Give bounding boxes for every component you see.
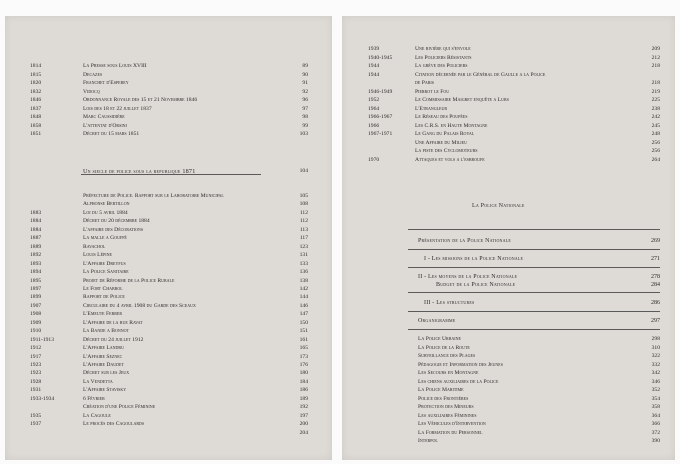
entry-title: La malle a Gouffé <box>83 235 127 242</box>
entry-title: L'Etrangleur <box>415 105 448 112</box>
entry-year: 1967-1971 <box>368 131 393 137</box>
entry-page: 322 <box>651 353 660 359</box>
entry-page: 219 <box>651 88 660 95</box>
entry-year: 1910 <box>30 328 42 335</box>
toc-structures-title: III - Les structures <box>424 300 475 306</box>
entry-title: Pédagogie et Information des Jeunes <box>418 361 503 368</box>
entry-page: 92 <box>302 88 308 95</box>
entry-year: 1944 <box>368 71 380 78</box>
entry-title: La Presse sous Louis XVIII <box>83 63 147 69</box>
entry-title: Les C.R.S. en Haute Montagne <box>415 122 488 129</box>
entry-title: Création d'une Police Féminine <box>83 404 156 411</box>
right-page <box>342 16 675 460</box>
entry-year: 1884 <box>30 226 42 233</box>
entry-year: 1887 <box>30 235 42 242</box>
entry-year: 1917 <box>30 353 42 360</box>
section-page: 104 <box>299 168 308 174</box>
entry-year: 1892 <box>30 252 42 259</box>
entry-title: Loi du 5 avril 1884 <box>83 209 128 216</box>
entry-year: 1848 <box>30 114 42 120</box>
entry-title: L'Affaire Landru <box>83 345 124 352</box>
entry-page: 150 <box>299 319 308 326</box>
entry-title: Louis Lépine <box>83 252 112 259</box>
entry-page: 138 <box>299 277 308 284</box>
entry-title: L'Emeute Ferrer <box>83 311 123 318</box>
entry-title: Ravachol <box>83 243 106 250</box>
entry-title: L'Affaire Dreyfus <box>83 260 126 267</box>
entry-page: 364 <box>651 412 660 419</box>
toc-budget-page: 284 <box>651 282 660 288</box>
entry-page: 256 <box>651 148 660 154</box>
entry-title: La Vendetta <box>83 378 113 385</box>
entry-title: La Cagoule <box>83 412 111 419</box>
entry-year: 1909 <box>30 319 42 326</box>
divider-structures <box>408 311 660 312</box>
toc-structures-page: 286 <box>651 300 660 306</box>
entry-year: 1923 <box>30 362 42 368</box>
entry-page: 248 <box>651 131 660 137</box>
entry-title: L'Affaire Stavisky <box>83 387 127 394</box>
entry-title: La piste des Cyclomoteurs <box>415 148 478 154</box>
entry-year: 1832 <box>30 88 42 95</box>
entry-title: La Police Urbaine <box>418 336 461 342</box>
entry-year: 1964 <box>368 105 380 112</box>
entry-page: 144 <box>299 294 308 301</box>
entry-page: 218 <box>651 80 660 86</box>
entry-page: 212 <box>651 54 660 61</box>
entry-title: Protection des Mineurs <box>418 404 474 410</box>
divider-presentation <box>408 249 660 250</box>
entry-title: Les auxiliaires Féminines <box>418 412 477 419</box>
entry-page: 197 <box>299 412 308 419</box>
entry-title: Préfecture de Police. Rapport sur le Laboratoire Municipal <box>83 193 224 199</box>
entry-page: 99 <box>302 122 308 129</box>
entry-title: Les chiens auxiliaires de la Police <box>418 378 499 385</box>
entry-year: 1944 <box>368 63 380 69</box>
entry-page: 218 <box>651 63 660 69</box>
entry-year: 1966-1967 <box>368 114 393 120</box>
entry-year: 1815 <box>30 71 42 78</box>
entry-page: 176 <box>299 362 308 368</box>
entry-title: Le Commissaire Maigret enquête a Lurs <box>415 97 509 103</box>
entry-page: 108 <box>299 201 308 208</box>
entry-page: 256 <box>651 139 660 146</box>
entry-title: L'attentat d'Orsini <box>83 122 127 129</box>
toc-moyens-page: 278 <box>651 274 660 280</box>
toc-presentation-page: 269 <box>651 238 660 244</box>
entry-page: 238 <box>651 105 660 112</box>
entry-page: 204 <box>299 429 308 436</box>
entry-page: 105 <box>299 193 308 199</box>
entry-year: 1937 <box>30 421 42 428</box>
entry-title: La Police Maritime <box>418 387 464 393</box>
toc-missions-title: I - Les missions de la Police Nationale <box>424 256 524 262</box>
entry-year: 1946-1949 <box>368 88 393 95</box>
entry-page: 372 <box>651 429 660 436</box>
entry-title: Alphonse Bertillon <box>83 201 130 208</box>
entry-year: 1928 <box>30 378 42 385</box>
entry-page: 98 <box>302 114 308 120</box>
entry-year: 1907 <box>30 302 42 309</box>
entry-title: Pierrot le Fou <box>415 88 450 95</box>
toc-presentation-title: Présentation de la Police Nationale <box>418 238 512 244</box>
entry-year: 1895 <box>30 277 42 284</box>
entry-page: 209 <box>651 46 660 52</box>
entry-page: 131 <box>299 252 308 259</box>
entry-year: 1889 <box>30 243 42 250</box>
entry-year: 1966 <box>368 122 380 129</box>
entry-title: Interpol <box>418 438 438 444</box>
entry-page: 96 <box>302 97 308 103</box>
entry-page: 358 <box>651 404 660 410</box>
entry-year: 1933-1934 <box>30 395 55 402</box>
entry-page: 165 <box>299 345 308 352</box>
entry-page: 133 <box>299 260 308 267</box>
entry-title: L'Affaire de la rue Ravat <box>83 319 143 326</box>
entry-page: 332 <box>651 361 660 368</box>
entry-title: La Formation du Personnel <box>418 429 483 436</box>
entry-title: Attaques et vols a l'esbroufe <box>415 156 485 163</box>
toc-moyens-title: II - Les moyens de la Police Nationale <box>418 274 518 280</box>
toc-organigramme-page: 297 <box>651 318 660 324</box>
entry-page: 123 <box>299 243 308 250</box>
entry-year: 1940-1945 <box>368 54 393 61</box>
entry-page: 146 <box>299 302 308 309</box>
toc-organigramme-title: Organigramme <box>418 318 456 324</box>
entry-page: 354 <box>651 395 660 402</box>
entry-year: 1931 <box>30 387 42 394</box>
divider-missions <box>408 267 660 268</box>
entry-year: 1908 <box>30 311 42 318</box>
left-page <box>5 16 332 460</box>
entry-page: 192 <box>299 404 308 411</box>
entry-title: Citation décernée par le Général de Gaulle a la Police <box>415 71 546 78</box>
entry-page: 366 <box>651 421 660 427</box>
entry-year: 1935 <box>30 412 42 419</box>
entry-page: 97 <box>302 105 308 112</box>
entry-year: 1858 <box>30 122 42 129</box>
entry-page: 342 <box>651 370 660 376</box>
section-title: Un siecle de police sous la republique 1871 <box>83 168 196 175</box>
divider-moyens <box>408 292 660 293</box>
entry-page: 346 <box>651 378 660 385</box>
entry-title: La Bande a Bonnot <box>83 328 129 335</box>
entry-year: 1911-1913 <box>30 336 55 343</box>
entry-title: Circulaire du 4 avril 1908 du Garde des Sceaux <box>83 302 196 309</box>
entry-page: 189 <box>299 395 308 402</box>
entry-year: 1939 <box>368 46 380 52</box>
entry-year: 1897 <box>30 285 42 292</box>
divider-organigramme <box>408 329 660 330</box>
entry-year: 1970 <box>368 156 380 163</box>
entry-title: Rapport de Police <box>83 294 125 301</box>
toc-budget-title: Budget de la Police Nationale <box>436 282 516 288</box>
entry-page: 112 <box>299 218 308 225</box>
entry-page: 390 <box>651 438 660 444</box>
entry-year: 1923 <box>30 370 42 377</box>
entry-title: Surveillance des Plages <box>418 353 476 359</box>
entry-page: 180 <box>299 370 308 377</box>
entry-title: Lois des 18 et 22 juillet 1837 <box>83 105 152 112</box>
entry-title: L'Affaire Daudet <box>83 362 124 368</box>
entry-page: 151 <box>299 328 308 335</box>
entry-title: L'Affaire Seznec <box>83 353 123 360</box>
entry-page: 90 <box>302 71 308 78</box>
entry-page: 184 <box>299 378 308 385</box>
entry-title: Marc Caussidière <box>83 114 125 120</box>
toc-missions-page: 271 <box>651 256 660 262</box>
entry-page: 242 <box>651 114 660 120</box>
entry-title: Une Affaire du Milieu <box>415 139 467 146</box>
entry-year: 1820 <box>30 80 42 86</box>
entry-page: 352 <box>651 387 660 393</box>
section-heading: La Police Nationale <box>472 203 525 209</box>
entry-title: Le Fort Chabrol <box>83 285 123 292</box>
entry-title: de Paris <box>415 80 434 86</box>
entry-title: Le Gang du Palais Royal <box>415 131 475 137</box>
entry-title: La Police Sanitaire <box>83 269 129 276</box>
entry-page: 147 <box>299 311 308 318</box>
entry-page: 113 <box>299 226 308 233</box>
entry-title: Les Véhicules d'Intervention <box>418 421 486 427</box>
entry-title: Projet de Réforme de la Police Rurale <box>83 277 175 284</box>
entry-year: 1894 <box>30 269 42 276</box>
entry-title: Décret sur les Jeux <box>83 370 130 377</box>
entry-page: 161 <box>299 336 308 343</box>
entry-title: Vidocq <box>83 88 100 95</box>
entry-page: 310 <box>651 344 660 351</box>
entry-title: Les Policiers Résistants <box>415 54 472 61</box>
entry-title: Décret du 20 décembre 1884 <box>83 218 150 225</box>
entry-page: 136 <box>299 269 308 276</box>
entry-year: 1884 <box>30 218 42 225</box>
entry-page: 112 <box>299 209 308 216</box>
entry-title: La grève des Policiers <box>415 63 468 69</box>
entry-year: 1851 <box>30 131 42 137</box>
entry-page: 103 <box>299 131 308 137</box>
entry-year: 1899 <box>30 294 42 301</box>
entry-year: 1952 <box>368 97 380 103</box>
entry-page: 264 <box>651 156 660 163</box>
entry-title: Décret du 15 mars 1851 <box>83 131 140 137</box>
entry-page: 200 <box>299 421 308 428</box>
entry-title: Une rivière qui s'envole <box>415 46 471 52</box>
entry-title: 6 Février <box>83 395 105 402</box>
entry-year: 1814 <box>30 63 42 69</box>
entry-title: Les Secours en Montagne <box>418 370 479 376</box>
entry-page: 91 <box>302 80 308 86</box>
entry-year: 1837 <box>30 105 42 112</box>
entry-page: 117 <box>299 235 308 242</box>
entry-title: Decazes <box>83 71 103 78</box>
entry-year: 1846 <box>30 97 42 103</box>
entry-title: Franchet d'Esperey <box>83 80 129 86</box>
entry-title: Police des Frontières <box>418 395 469 402</box>
entry-page: 298 <box>651 336 660 342</box>
entry-year: 1912 <box>30 345 42 352</box>
entry-title: La Police de la Route <box>418 344 470 351</box>
entry-title: Le Réseau des Poupées <box>415 114 468 120</box>
entry-page: 142 <box>299 285 308 292</box>
entry-title: L'affaire des Décorations <box>83 226 144 233</box>
entry-page: 225 <box>651 97 660 103</box>
divider-top <box>408 229 660 230</box>
entry-year: 1893 <box>30 260 42 267</box>
entry-page: 186 <box>299 387 308 394</box>
entry-title: Décret du 24 juillet 1912 <box>83 336 144 343</box>
entry-page: 173 <box>299 353 308 360</box>
entry-page: 89 <box>302 63 308 69</box>
entry-page: 245 <box>651 122 660 129</box>
entry-title: Ordonnance Royale des 15 et 21 Novembre 1846 <box>83 97 198 103</box>
entry-year: 1883 <box>30 209 42 216</box>
entry-title: Le procès des Cagoulards <box>83 421 145 428</box>
